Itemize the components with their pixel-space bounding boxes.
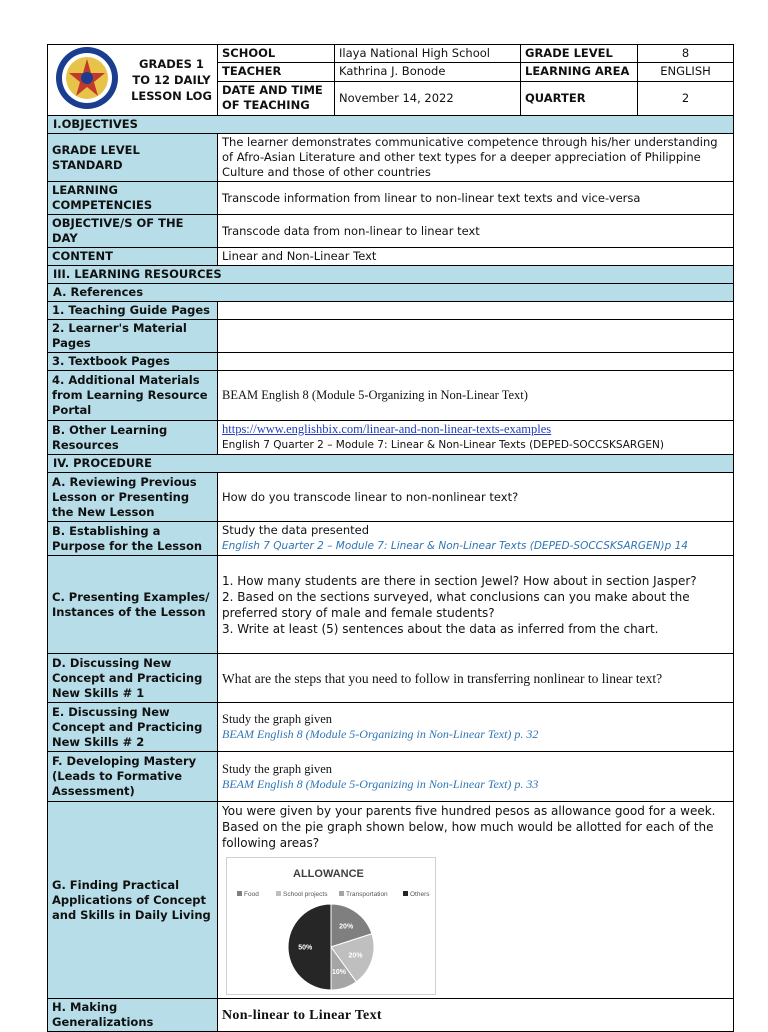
procedure-g-value: You were given by your parents five hundred pesos as allowance good for a week. Based on the pie graph shown below, how much would be allotted for each of the following areas? xyxy=(222,804,716,850)
procedure-c-q1: 1. How many students are there in section Jewel? How about in section Jasper? xyxy=(222,573,697,588)
pie-data-label-0: 20% xyxy=(339,923,354,931)
grade-level-standard-value: The learner demonstrates communicative competence through his/her understanding of Afro-Asian Literature and other text types for a deeper appreciation of Philippine Culture and those of other countries xyxy=(218,134,734,182)
procedure-a-value: How do you transcode linear to non-nonlinear text? xyxy=(218,473,734,522)
learning-area-value: ENGLISH xyxy=(638,63,734,81)
quarter-value: 2 xyxy=(638,81,734,116)
additional-materials-value: BEAM English 8 (Module 5-Organizing in Non-Linear Text) xyxy=(218,371,734,421)
header-logo-cell xyxy=(48,45,218,116)
pie-data-label-3: 50% xyxy=(298,944,313,952)
procedure-e-value: Study the graph given xyxy=(222,712,333,726)
legend-label-3: Others xyxy=(410,891,430,898)
header-title: GRADES 1 TO 12 DAILY LESSON LOG xyxy=(131,57,212,103)
school-label: SCHOOL xyxy=(218,45,335,63)
pie-data-label-2: 10% xyxy=(331,969,346,977)
chart-title: ALLOWANCE xyxy=(293,868,364,880)
tg-label: 1. Teaching Guide Pages xyxy=(48,302,218,320)
competencies-value: Transcode information from linear to non-linear text texts and vice-versa xyxy=(218,182,734,215)
procedure-h-value: Non-linear to Linear Text xyxy=(218,999,734,1032)
resources-section: III. LEARNING RESOURCES xyxy=(48,266,734,284)
objective-day-label: OBJECTIVE/S OF THE DAY xyxy=(48,215,218,248)
additional-materials-label: 4. Additional Materials from Learning Resource Portal xyxy=(48,371,218,421)
pie-data-label-1: 20% xyxy=(348,952,363,960)
procedure-e-label: E. Discussing New Concept and Practicing New Skills # 2 xyxy=(48,703,218,752)
grade-level-standard-label: GRADE LEVEL STANDARD xyxy=(48,134,218,182)
legend-label-1: School projects xyxy=(283,891,328,898)
procedure-b-cell xyxy=(218,522,734,556)
lm-label: 2. Learner's Material Pages xyxy=(48,320,218,353)
content-label: CONTENT xyxy=(48,248,218,266)
procedure-f-label: F. Developing Mastery (Leads to Formative Assessment) xyxy=(48,752,218,802)
legend-swatch-3 xyxy=(403,891,408,896)
legend-label-0: Food xyxy=(244,891,259,898)
legend-swatch-2 xyxy=(339,891,344,896)
grade-level-value: 8 xyxy=(638,45,734,63)
legend-label-2: Transportation xyxy=(346,891,388,898)
procedure-c-label: C. Presenting Examples/ Instances of the Lesson xyxy=(48,556,218,654)
procedure-b-value: Study the data presented xyxy=(222,523,370,537)
grade-level-label: GRADE LEVEL xyxy=(521,45,638,63)
other-resources-link[interactable]: https://www.englishbix.com/linear-and-non-linear-texts-examples xyxy=(222,422,552,436)
procedure-c-q3: 3. Write at least (5) sentences about the data as inferred from the chart. xyxy=(222,621,659,636)
procedure-d-value: What are the steps that you need to follow in transferring nonlinear to linear text? xyxy=(218,654,734,703)
other-resources-label: B. Other Learning Resources xyxy=(48,421,218,455)
quarter-label: QUARTER xyxy=(521,81,638,116)
tg-value xyxy=(218,302,734,320)
date-value: November 14, 2022 xyxy=(335,81,521,116)
procedure-a-label: A. Reviewing Previous Lesson or Presenting the New Lesson xyxy=(48,473,218,522)
procedure-b-label: B. Establishing a Purpose for the Lesson xyxy=(48,522,218,556)
procedure-d-label: D. Discussing New Concept and Practicing New Skills # 1 xyxy=(48,654,218,703)
references-label: A. References xyxy=(48,284,734,302)
objectives-section: I.OBJECTIVES xyxy=(48,116,734,134)
procedure-g-label: G. Finding Practical Applications of Concept and Skills in Daily Living xyxy=(48,802,218,999)
procedure-c-cell xyxy=(218,556,734,654)
procedure-g-cell xyxy=(218,802,734,999)
lesson-log-page xyxy=(47,44,733,1032)
deped-seal-icon xyxy=(52,45,122,111)
procedure-section: IV. PROCEDURE xyxy=(48,455,734,473)
allowance-chart xyxy=(226,857,436,995)
date-label: DATE AND TIME OF TEACHING xyxy=(218,81,335,116)
tb-label: 3. Textbook Pages xyxy=(48,353,218,371)
procedure-c-q2: 2. Based on the sections surveyed, what conclusions can you make about the preferred story of male and female students? xyxy=(222,589,690,620)
competencies-label: LEARNING COMPETENCIES xyxy=(48,182,218,215)
tb-value xyxy=(218,353,734,371)
lesson-log-table xyxy=(47,44,734,1032)
objective-day-value: Transcode data from non-linear to linear text xyxy=(218,215,734,248)
teacher-label: TEACHER xyxy=(218,63,335,81)
other-resources-value: English 7 Quarter 2 – Module 7: Linear & Non-Linear Texts (DEPED-SOCCSKSARGEN) xyxy=(222,439,664,451)
procedure-b-ref: English 7 Quarter 2 – Module 7: Linear & Non-Linear Texts (DEPED-SOCCSKSARGEN)p 14 xyxy=(222,540,688,552)
legend-swatch-0 xyxy=(237,891,242,896)
content-value: Linear and Non-Linear Text xyxy=(218,248,734,266)
procedure-f-cell xyxy=(218,752,734,802)
allowance-pie-svg xyxy=(227,858,435,994)
procedure-h-label: H. Making Generalizations xyxy=(48,999,218,1032)
learning-area-label: LEARNING AREA xyxy=(521,63,638,81)
procedure-e-ref: BEAM English 8 (Module 5-Organizing in Non-Linear Text) p. 32 xyxy=(222,727,539,741)
procedure-e-cell xyxy=(218,703,734,752)
school-value: Ilaya National High School xyxy=(335,45,521,63)
procedure-f-value: Study the graph given xyxy=(222,761,333,776)
other-resources-cell xyxy=(218,421,734,455)
chart-legend xyxy=(237,891,430,898)
procedure-f-ref: BEAM English 8 (Module 5-Organizing in Non-Linear Text) p. 33 xyxy=(222,776,539,791)
lm-value xyxy=(218,320,734,353)
teacher-value: Kathrina J. Bonode xyxy=(335,63,521,81)
legend-swatch-1 xyxy=(276,891,281,896)
